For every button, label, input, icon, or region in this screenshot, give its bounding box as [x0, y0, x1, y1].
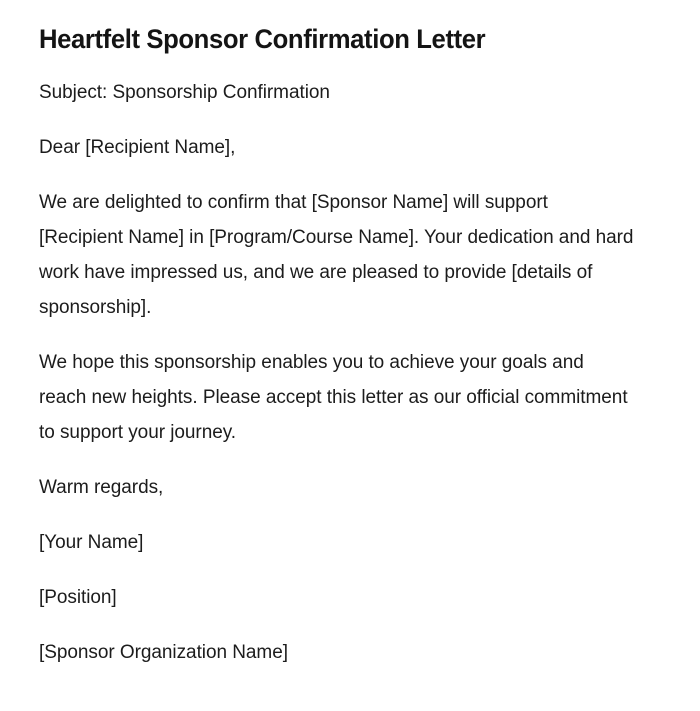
signature-organization: [Sponsor Organization Name] — [39, 642, 288, 663]
letter-body — [39, 75, 635, 670]
page-title: Heartfelt Sponsor Confirmation Letter — [39, 24, 486, 54]
closing-line: Warm regards, — [39, 477, 164, 498]
body-paragraph-1: We are delighted to confirm that [Sponsor Name] will support [Recipient Name] in [Program/Course Name]. Your dedication and hard work have impressed us, and we are pleased to provide [details of sponsorship]. — [39, 192, 634, 318]
signature-name: [Your Name] — [39, 532, 144, 553]
body-paragraph-2: We hope this sponsorship enables you to achieve your goals and reach new heights. Please accept this letter as our official commitment to support your journey. — [39, 352, 628, 443]
signature-position: [Position] — [39, 587, 117, 608]
salutation: Dear [Recipient Name], — [39, 137, 236, 158]
subject-line: Subject: Sponsorship Confirmation — [39, 82, 330, 103]
